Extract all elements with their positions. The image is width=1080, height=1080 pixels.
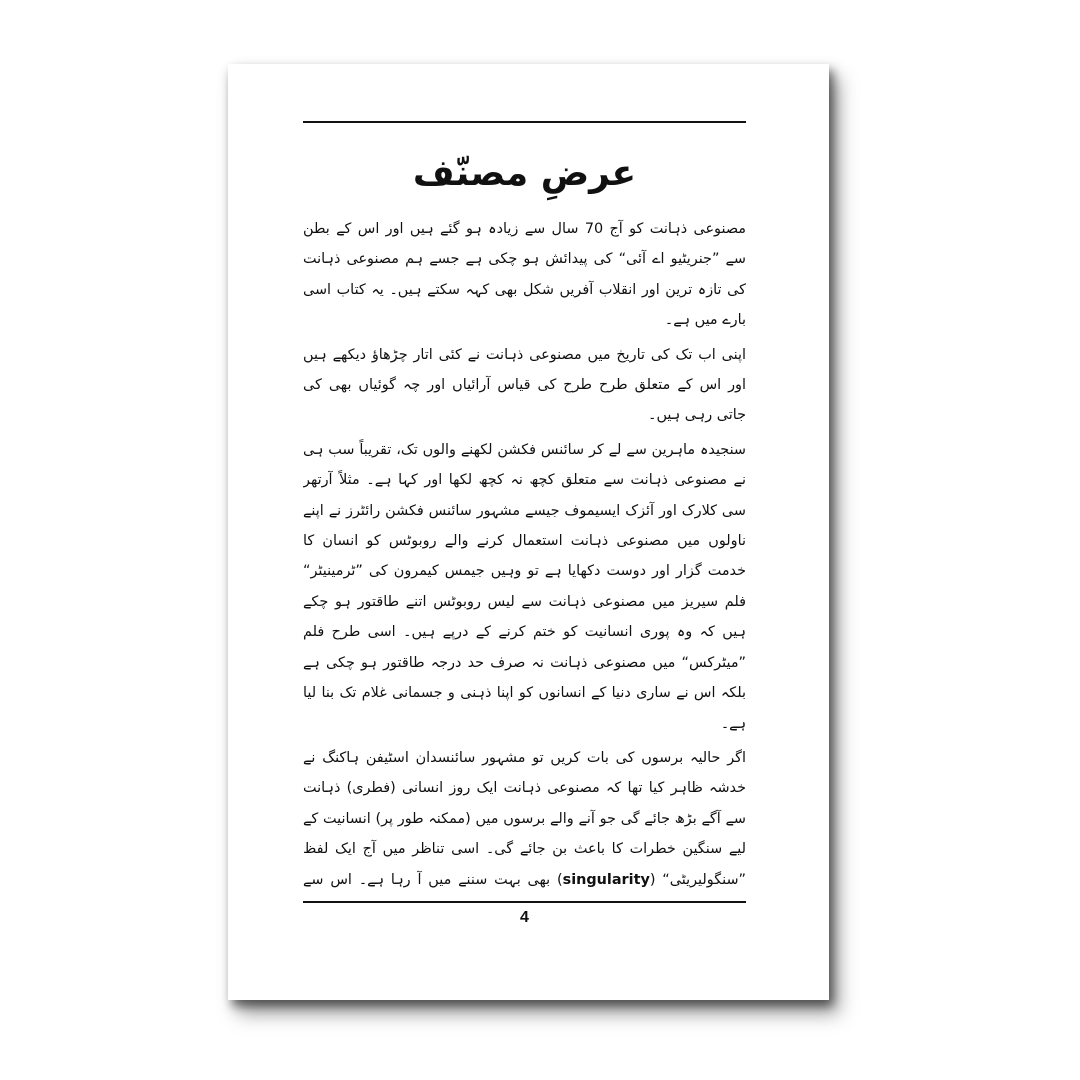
- top-rule: [303, 121, 746, 123]
- paragraph-2: اپنی اب تک کی تاریخ میں مصنوعی ذہانت نے کئی اتار چڑھاؤ دیکھے ہیں اور اس کے متعلق طرح طرح کی قیاس آرائیاں اور چہ گوئیاں بھی کی جاتی رہی ہیں۔: [303, 346, 746, 424]
- paragraph-4-part-2: ) بھی بہت سننے میں آ رہا ہے۔ اس سے: [303, 871, 563, 888]
- paragraph-1: مصنوعی ذہانت کو آج 70 سال سے زیادہ ہو گئے ہیں اور اس کے بطن سے ”جنریٹیو اے آئی“ کی پیدائش ہو چکی ہے جسے ہم مصنوعی ذہانت کی تازہ ترین اور انقلاب آفریں شکل بھی کہہ سکتے ہیں۔ یہ کتاب اسی بارے میں ہے۔: [303, 221, 746, 329]
- book-page: [228, 64, 829, 1000]
- bottom-rule: [303, 901, 746, 903]
- page-title: عرضِ مصنّف: [412, 153, 637, 194]
- page-number: 4: [520, 909, 529, 926]
- paragraph-4: [303, 743, 746, 894]
- term-singularity: singularity: [562, 871, 650, 888]
- paragraph-4-part-1: اگر حالیہ برسوں کی بات کریں تو مشہور سائنسدان اسٹیفن ہاکنگ نے خدشہ ظاہر کیا تھا کہ مصنوعی ذہانت ایک روز انسانی (فطری) ذہانت سے آگے بڑھ جائے گی جو آنے والے برسوں میں (ممکنہ طور پر) انسانیت کے لیے سنگین خطرات کا باعث بن جائے گی۔ اسی تناظر میں آج ایک لفظ ”سنگولیریٹی“ (: [303, 749, 746, 888]
- paragraph-3: سنجیدہ ماہرین سے لے کر سائنس فکشن لکھنے والوں تک، تقریباً سب ہی نے مصنوعی ذہانت سے متعلق کچھ نہ کچھ لکھا اور کہا ہے۔ مثلاً آرتھر سی کلارک اور آئزک ایسیموف جیسے مشہور سائنس فکشن رائٹرز نے اپنے ناولوں میں مصنوعی ذہانت استعمال کرنے والے روبوٹس کو انسان کا خدمت گزار اور دوست دکھایا ہے تو وہیں جیمس کیمرون کی ”ٹرمینیٹر“ فلم سیریز میں مصنوعی ذہانت سے لیس روبوٹس اتنے طاقتور ہو چکے ہیں کہ وہ پوری انسانیت کو ختم کرنے کے درپے ہیں۔ اسی طرح فلم ”میٹرکس“ میں مصنوعی ذہانت نہ صرف حد درجہ طاقتور ہو چکی ہے بلکہ اس نے ساری دنیا کے انسانوں کو اپنا ذہنی و جسمانی غلام تک بنا لیا ہے۔: [303, 441, 746, 732]
- page-body: [303, 214, 746, 894]
